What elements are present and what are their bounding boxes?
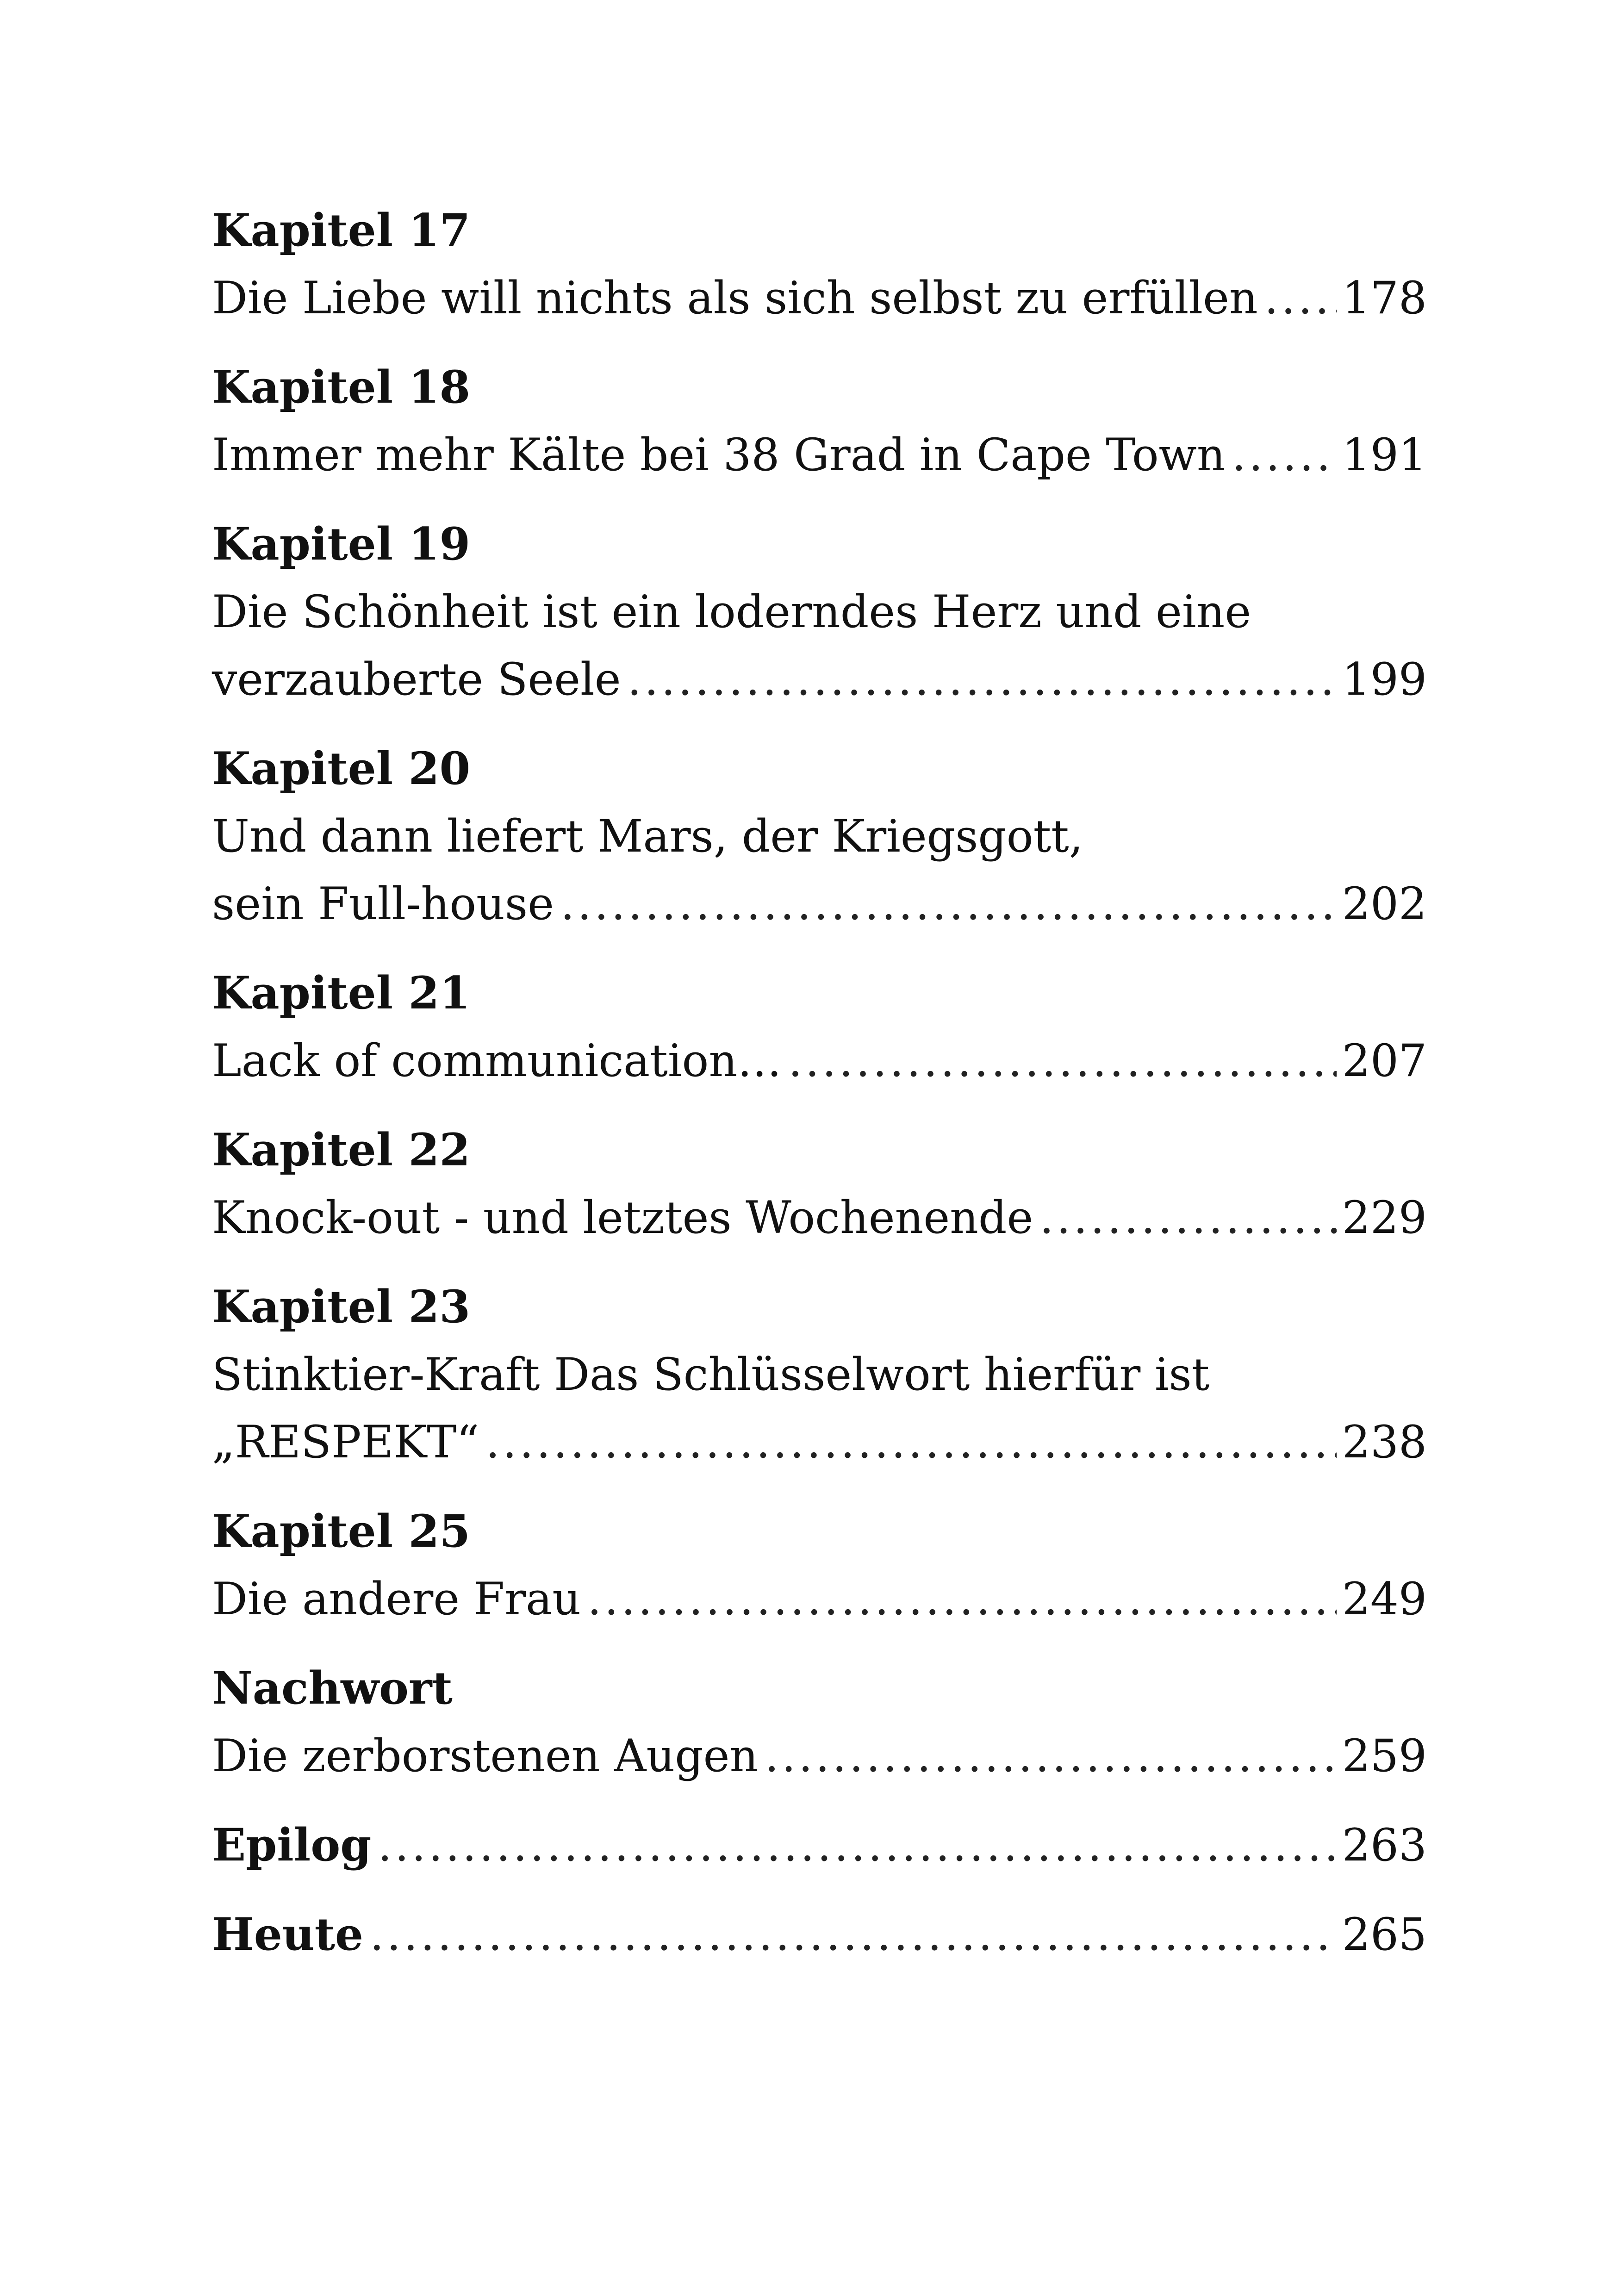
page-number: 191 [1342, 429, 1427, 481]
page-number: 229 [1342, 1192, 1427, 1244]
table-of-contents [212, 197, 1427, 1968]
toc-entry-kapitel-18 [212, 354, 1427, 489]
leader-dots [628, 646, 1337, 713]
spacer [212, 332, 1427, 354]
spacer [212, 1633, 1427, 1655]
chapter-title: Knock-out - und letztes Wochenende [212, 1192, 1033, 1244]
chapter-title-line: Und dann liefert Mars, der Kriegsgott, [212, 810, 1083, 862]
leader-dots [560, 870, 1337, 938]
chapter-title-row[interactable] [212, 421, 1427, 489]
chapter-heading: Kapitel 25 [212, 1505, 471, 1557]
spacer [212, 1476, 1427, 1498]
chapter-title-row[interactable] [212, 1722, 1427, 1790]
page-number: 238 [1342, 1416, 1427, 1468]
leader-dots [370, 1901, 1337, 1968]
chapter-title-row[interactable] [212, 1027, 1427, 1095]
chapter-title: Die Liebe will nichts als sich selbst zu erfüllen [212, 272, 1258, 324]
chapter-title-row[interactable] [212, 1184, 1427, 1251]
leader-dots [1264, 264, 1337, 332]
page-number: 259 [1342, 1730, 1427, 1782]
chapter-title: verzauberte Seele [212, 653, 621, 705]
page-number: 178 [1342, 272, 1427, 324]
leader-dots [378, 1811, 1336, 1879]
toc-entry-kapitel-25 [212, 1498, 1427, 1633]
leader-dots [765, 1722, 1336, 1790]
chapter-title: „RESPEKT“ [212, 1416, 479, 1468]
chapter-title: Immer mehr Kälte bei 38 Grad in Cape Town [212, 429, 1226, 481]
chapter-title-line: Stinktier-Kraft Das Schlüsselwort hierfür ist [212, 1349, 1210, 1400]
page-number: 199 [1342, 653, 1427, 705]
chapter-heading: Kapitel 17 [212, 204, 471, 256]
toc-entry-kapitel-20 [212, 735, 1427, 938]
toc-entry-nachwort [212, 1655, 1427, 1790]
leader-dots [1232, 421, 1337, 489]
chapter-heading: Kapitel 22 [212, 1124, 471, 1176]
toc-entry-kapitel-22 [212, 1116, 1427, 1251]
chapter-title: Die andere Frau [212, 1573, 581, 1625]
toc-entry-kapitel-19 [212, 510, 1427, 713]
spacer [212, 1251, 1427, 1273]
toc-entry-epilog[interactable] [212, 1811, 1427, 1879]
section-title: Heute [212, 1908, 363, 1960]
chapter-title: sein Full-house [212, 878, 554, 930]
chapter-heading: Kapitel 20 [212, 742, 471, 795]
spacer [212, 1879, 1427, 1901]
toc-entry-heute[interactable] [212, 1901, 1427, 1968]
chapter-heading: Kapitel 18 [212, 361, 471, 413]
section-title: Epilog [212, 1819, 372, 1871]
chapter-title-row[interactable] [212, 646, 1427, 713]
chapter-title-row[interactable] [212, 1408, 1427, 1476]
chapter-title-row[interactable] [212, 264, 1427, 332]
spacer [212, 713, 1427, 735]
toc-entry-kapitel-23 [212, 1273, 1427, 1476]
chapter-title: Die zerborstenen Augen [212, 1730, 759, 1782]
chapter-heading: Nachwort [212, 1662, 453, 1714]
spacer [212, 1790, 1427, 1811]
spacer [212, 1095, 1427, 1116]
chapter-title: Lack of communication… [212, 1035, 782, 1087]
page-number: 263 [1342, 1819, 1427, 1871]
spacer [212, 489, 1427, 510]
chapter-title-row[interactable] [212, 1565, 1427, 1633]
leader-dots [485, 1408, 1336, 1476]
page-number: 249 [1342, 1573, 1427, 1625]
toc-entry-kapitel-17 [212, 197, 1427, 332]
chapter-heading: Kapitel 21 [212, 967, 471, 1019]
chapter-title-line: Die Schönheit ist ein loderndes Herz und eine [212, 586, 1251, 638]
chapter-heading: Kapitel 19 [212, 518, 471, 570]
page-number: 265 [1342, 1909, 1427, 1960]
spacer [212, 938, 1427, 959]
page-number: 202 [1342, 878, 1427, 930]
leader-dots [587, 1565, 1337, 1633]
chapter-title-row[interactable] [212, 870, 1427, 938]
leader-dots [788, 1027, 1337, 1095]
leader-dots [1039, 1184, 1337, 1251]
page-number: 207 [1342, 1035, 1427, 1087]
toc-entry-kapitel-21 [212, 959, 1427, 1095]
chapter-heading: Kapitel 23 [212, 1281, 471, 1333]
